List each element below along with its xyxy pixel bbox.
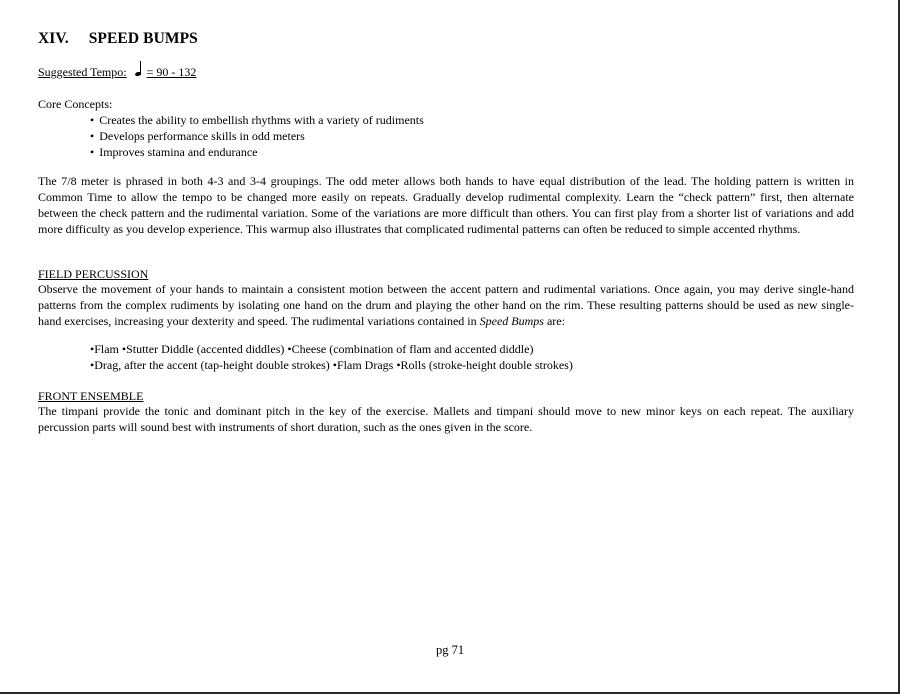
rudimental-variations	[90, 341, 854, 373]
list-item: • Flam Drags	[330, 358, 394, 372]
list-item: • Stutter Diddle (accented diddles)	[119, 342, 284, 356]
list-item: • Rolls (stroke-height double strokes)	[393, 358, 573, 372]
tempo-value: = 90 - 132	[146, 65, 197, 79]
intro-paragraph: The 7/8 meter is phrased in both 4-3 and 3-4 groupings. The odd meter allows both hands to have equal distribution of the lead. The holding pattern is written in Common Time to allow the tempo to be changed more easily on repeats. Gradually develop rudimental complexity. Learn the “check pattern” first, then alternate between the check pattern and the rudimental variation. Some of the variations are more difficult than others. You can first play from a shorter list of variations and add more difficulty as you develop experience. This warmup also illustrates that complicated rudimental patterns can often be reduced to simple accented rhythms.	[38, 174, 854, 236]
list-item: • Cheese (combination of flam and accented diddle)	[284, 342, 533, 356]
core-concepts	[38, 96, 854, 160]
list-item: • Improves stamina and endurance	[90, 144, 854, 160]
quarter-note-icon	[134, 65, 142, 79]
list-item: • Develops performance skills in odd meters	[90, 128, 854, 144]
front-ensemble-paragraph: The timpani provide the tonic and dominant pitch in the key of the exercise. Mallets and timpani should move to new minor keys on each repeat. The auxiliary percussion parts will sound best with instruments of short duration, such as the ones given in the score.	[38, 404, 854, 434]
list-item: • Drag, after the accent (tap-height double strokes)	[90, 358, 330, 372]
section-number: XIV.	[38, 30, 69, 47]
field-paragraph-text: Observe the movement of your hands to maintain a consistent motion between the accent pattern and rudimental variations. Once again, you may derive single-hand patterns from the complex rudiments by isolating one hand on the drum and playing the other hand on the rim. These resulting patterns should be used as new single-hand exercises, increasing your dexterity and speed. The rudimental variations contained in	[38, 282, 854, 328]
variations-line	[90, 341, 854, 357]
list-item: • Creates the ability to embellish rhythms with a variety of rudiments	[90, 112, 854, 128]
list-item: • Flam	[90, 342, 119, 356]
field-percussion-paragraph	[38, 281, 854, 329]
section-name: SPEED BUMPS	[88, 30, 198, 47]
suggested-tempo	[38, 62, 854, 82]
field-paragraph-title: Speed Bumps	[479, 314, 544, 328]
core-concepts-list	[38, 112, 854, 160]
page-number: pg 71	[435, 643, 465, 657]
front-ensemble-heading: FRONT ENSEMBLE	[38, 389, 144, 403]
tempo-label: Suggested Tempo:	[38, 65, 127, 79]
core-concepts-title: Core Concepts:	[38, 97, 113, 111]
variations-line	[90, 357, 854, 373]
field-paragraph-end: are:	[546, 314, 565, 328]
field-percussion-heading: FIELD PERCUSSION	[38, 267, 149, 281]
section-title	[38, 30, 854, 48]
